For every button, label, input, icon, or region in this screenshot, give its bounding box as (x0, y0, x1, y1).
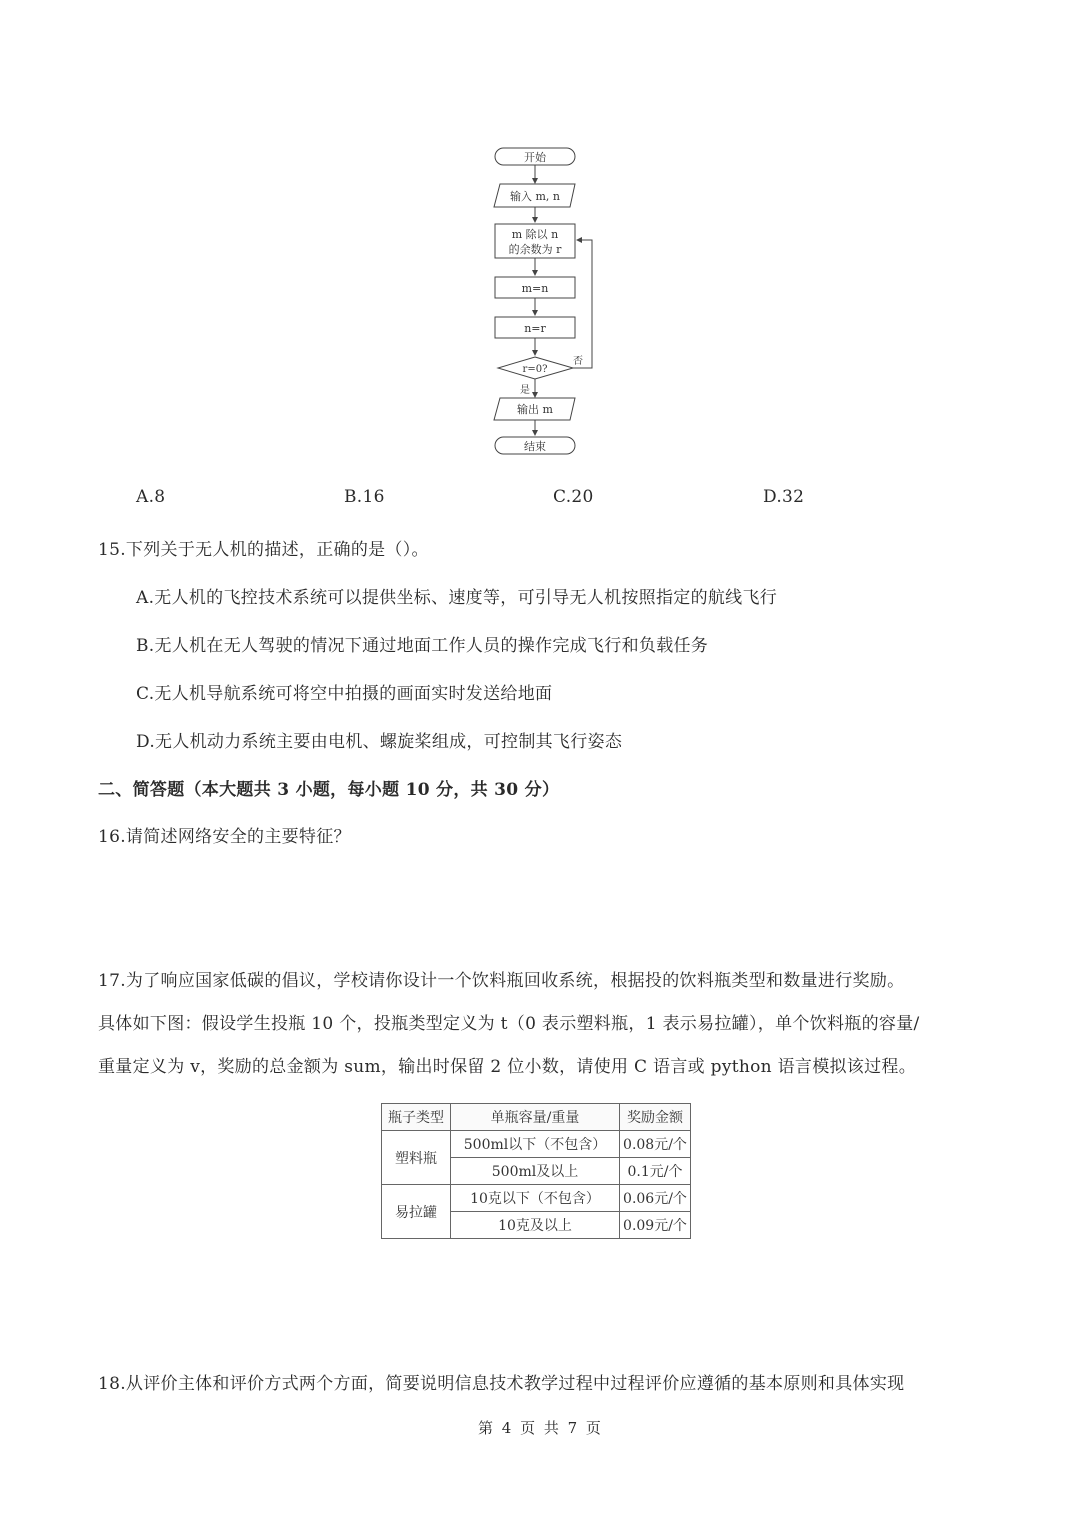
q15-option-c: C.无人机导航系统可将空中拍摄的画面实时发送给地面 (136, 684, 553, 704)
table-header-row (382, 1104, 691, 1131)
table-cell-reward: 0.06元/个 (620, 1185, 691, 1212)
flowchart-input-text: 输入 m, n (509, 190, 561, 203)
table-cell-type: 塑料瓶 (382, 1131, 451, 1185)
q15-option-d: D.无人机动力系统主要由电机、螺旋桨组成，可控制其飞行姿态 (136, 732, 623, 752)
q15-option-a: A.无人机的飞控技术系统可以提供坐标、速度等，可引导无人机按照指定的航线飞行 (136, 588, 778, 608)
table-row (382, 1185, 691, 1212)
table-cell-capacity: 500ml及以上 (451, 1158, 620, 1185)
flowchart-no-label: 否 (573, 356, 583, 367)
table-row (382, 1131, 691, 1158)
table-header-cell: 奖励金额 (620, 1104, 691, 1131)
q14-option-c: C.20 (553, 487, 594, 507)
rewards-table (381, 1103, 691, 1239)
flowchart-assign-n-text: n=r (524, 322, 546, 335)
table-cell-capacity: 10克以下（不包含） (451, 1185, 620, 1212)
flowchart-remainder-text-2: 的余数为 r (508, 243, 562, 256)
q14-option-b: B.16 (344, 487, 385, 507)
q18-text: 18.从评价主体和评价方式两个方面，简要说明信息技术教学过程中过程评价应遵循的基本原则和具体实现 (98, 1374, 905, 1394)
page-footer: 第 4 页 共 7 页 (478, 1419, 603, 1437)
q15-stem: 15.下列关于无人机的描述，正确的是（）。 (98, 540, 429, 560)
section-2-heading: 二、简答题（本大题共 3 小题，每小题 10 分，共 30 分） (98, 780, 560, 800)
flowchart-output-text: 输出 m (517, 403, 553, 416)
q14-option-a: A.8 (136, 487, 166, 507)
flowchart-end-text: 结束 (524, 440, 546, 453)
table-cell-reward: 0.08元/个 (620, 1131, 691, 1158)
table-cell-capacity: 500ml以下（不包含） (451, 1131, 620, 1158)
q17-line-1: 17.为了响应国家低碳的倡议，学校请你设计一个饮料瓶回收系统，根据投的饮料瓶类型和数量进行奖励。 (98, 971, 905, 991)
table-cell-reward: 0.09元/个 (620, 1212, 691, 1239)
q17-line-3: 重量定义为 v，奖励的总金额为 sum，输出时保留 2 位小数，请使用 C 语言或 python 语言模拟该过程。 (98, 1057, 916, 1077)
q15-option-b: B.无人机在无人驾驶的情况下通过地面工作人员的操作完成飞行和负载任务 (136, 636, 709, 656)
flowchart-yes-label: 是 (520, 385, 530, 396)
flowchart-start-text: 开始 (524, 151, 546, 164)
table-cell-capacity: 10克及以上 (451, 1212, 620, 1239)
q16-text: 16.请简述网络安全的主要特征？ (98, 827, 351, 847)
q17-line-2: 具体如下图：假设学生投瓶 10 个，投瓶类型定义为 t（0 表示塑料瓶，1 表示易拉罐），单个饮料瓶的容量/ (98, 1014, 920, 1034)
table-cell-type: 易拉罐 (382, 1185, 451, 1239)
table-header-cell: 单瓶容量/重量 (451, 1104, 620, 1131)
q14-option-d: D.32 (763, 487, 805, 507)
flowchart-assign-m-text: m=n (521, 282, 549, 295)
flowchart (480, 140, 610, 460)
flowchart-remainder-text-1: m 除以 n (511, 228, 559, 241)
flowchart-condition-text: r=0? (522, 364, 548, 375)
table-header-cell: 瓶子类型 (382, 1104, 451, 1131)
table-cell-reward: 0.1元/个 (620, 1158, 691, 1185)
